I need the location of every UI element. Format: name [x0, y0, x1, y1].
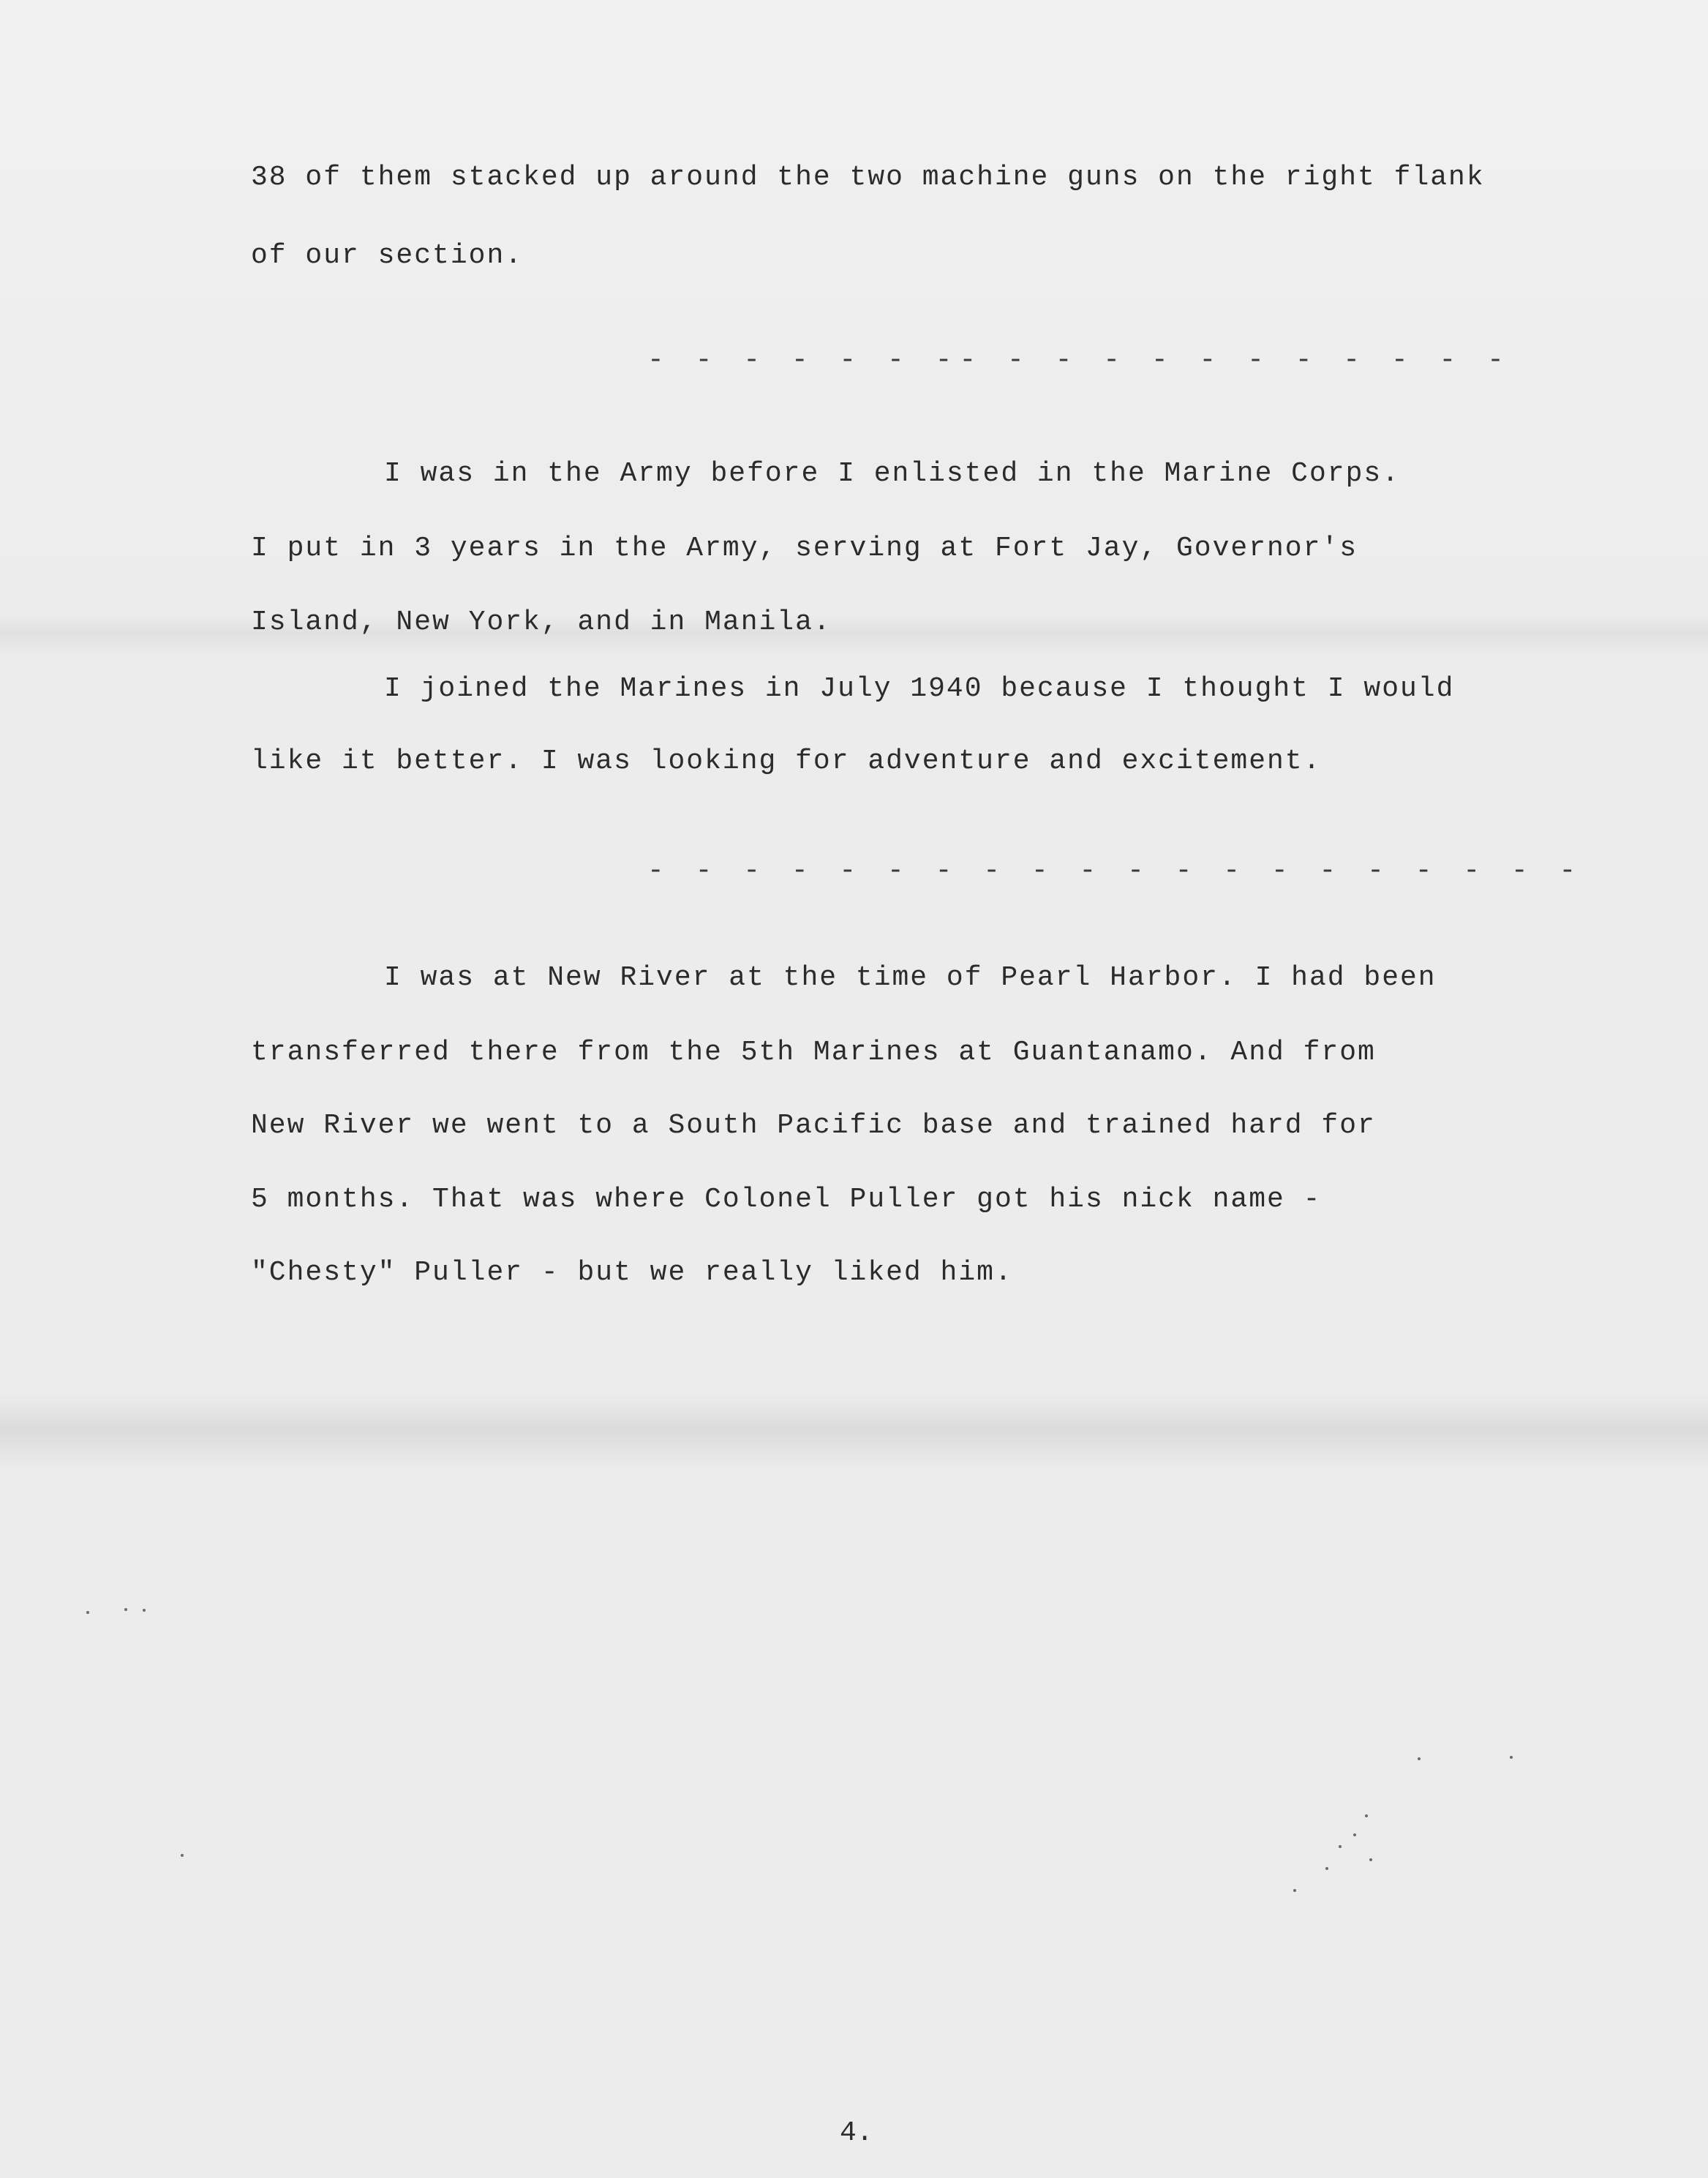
paper-speck	[1510, 1756, 1513, 1759]
text-line: Island, New York, and in Manila.	[251, 607, 832, 638]
paper-speck	[181, 1854, 184, 1857]
paper-speck	[1369, 1858, 1372, 1861]
text-line: like it better. I was looking for adventure and excitement.	[251, 746, 1322, 777]
section-separator: - - - - - - -- - - - - - - - - - - -	[647, 345, 1511, 376]
text-line: I put in 3 years in the Army, serving at Fort Jay, Governor's	[251, 533, 1358, 564]
text-line: 5 months. That was where Colonel Puller got his nick name -	[251, 1184, 1322, 1215]
section-separator: - - - - - - - - - - - - - - - - - - - -	[647, 855, 1584, 887]
paper-speck	[1365, 1814, 1368, 1817]
paper-speck	[1418, 1757, 1421, 1760]
paper-speck	[1325, 1867, 1328, 1870]
paper-speck	[1353, 1833, 1356, 1836]
paper-speck	[1339, 1845, 1342, 1848]
paper-speck	[86, 1611, 89, 1614]
text-line: New River we went to a South Pacific base and trained hard for	[251, 1110, 1376, 1141]
text-line: 38 of them stacked up around the two machine guns on the right flank	[251, 162, 1485, 193]
page-number: 4.	[840, 2117, 873, 2149]
text-line: of our section.	[251, 240, 524, 271]
paper-speck	[1293, 1889, 1296, 1892]
text-line: I joined the Marines in July 1940 because I thought I would	[384, 673, 1455, 705]
paper-speck	[143, 1609, 146, 1612]
text-line: "Chesty" Puller - but we really liked him.	[251, 1257, 1013, 1288]
text-line: I was in the Army before I enlisted in the Marine Corps.	[384, 458, 1401, 489]
text-line: I was at New River at the time of Pearl Harbor. I had been	[384, 962, 1437, 994]
text-line: transferred there from the 5th Marines at Guantanamo. And from	[251, 1037, 1376, 1068]
paper-speck	[124, 1608, 127, 1611]
